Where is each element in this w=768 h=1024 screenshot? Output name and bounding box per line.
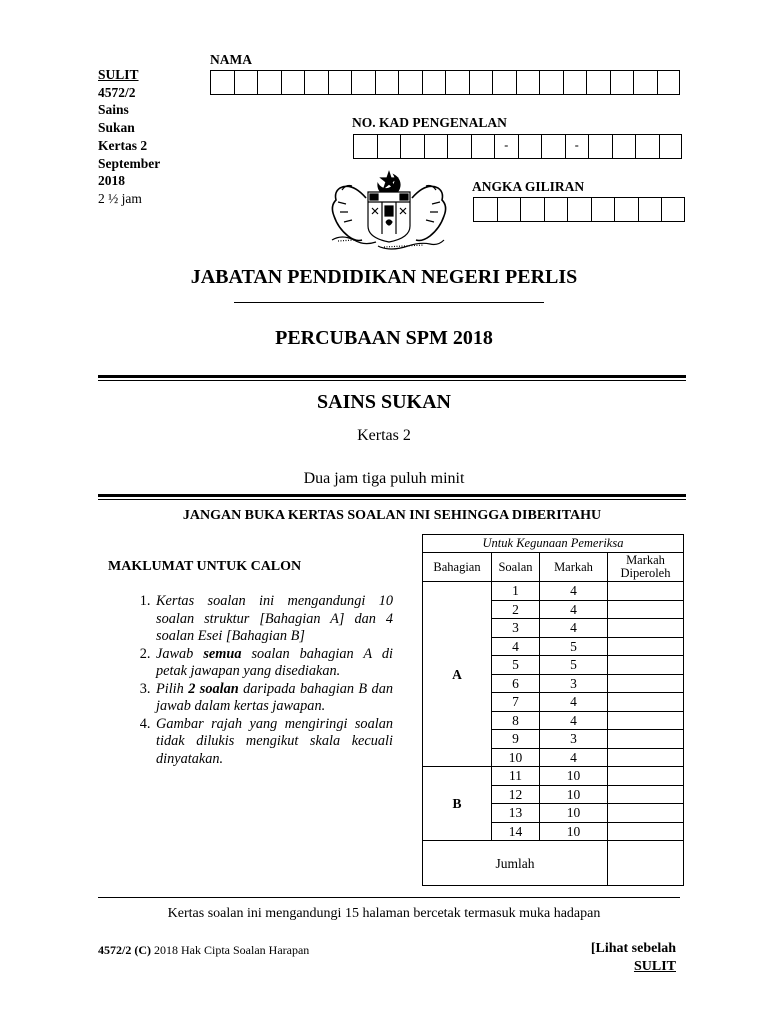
ic-box[interactable]: - [565, 134, 589, 159]
question-number-cell: 5 [492, 656, 540, 675]
table-title-row [423, 535, 684, 553]
obtained-marks-cell[interactable] [608, 822, 684, 841]
coat-of-arms-emblem [328, 168, 450, 259]
ic-box[interactable] [471, 134, 495, 159]
divider-thick-top [98, 375, 686, 378]
total-obtained-cell[interactable] [608, 841, 684, 886]
name-box[interactable] [234, 70, 258, 95]
name-box[interactable] [539, 70, 563, 95]
table-row [423, 767, 684, 786]
table-header-row [423, 553, 684, 582]
paper-metadata [98, 66, 160, 208]
marks-cell: 10 [540, 785, 608, 804]
copyright-text: 2018 Hak Cipta Soalan Harapan [151, 943, 310, 957]
index-box[interactable] [661, 197, 685, 222]
name-box[interactable] [210, 70, 234, 95]
subject-line-2: Sukan [98, 120, 135, 136]
name-box[interactable] [375, 70, 399, 95]
index-box[interactable] [520, 197, 544, 222]
name-boxes[interactable] [210, 70, 680, 95]
divider-thin-top [98, 380, 686, 381]
confidential-label: SULIT [98, 67, 139, 82]
ic-box[interactable] [424, 134, 448, 159]
question-number-cell: 12 [492, 785, 540, 804]
pages-note: Kertas soalan ini mengandungi 15 halaman bercetak termasuk muka hadapan [167, 906, 601, 921]
total-label: Jumlah [423, 841, 608, 886]
exam-month: September [98, 155, 161, 171]
marks-cell: 10 [540, 767, 608, 786]
copyright-line [98, 943, 309, 958]
instruction-item: 2. Jawab semua soalan bahagian A di petak jawapan yang disediakan. [154, 646, 393, 681]
ic-box[interactable] [518, 134, 542, 159]
marks-cell: 4 [540, 582, 608, 601]
question-number-cell: 13 [492, 804, 540, 823]
subject-title: SAINS SUKAN [317, 391, 451, 413]
exam-title: PERCUBAAN SPM 2018 [275, 327, 493, 349]
marks-cell: 4 [540, 693, 608, 712]
question-number-cell: 1 [492, 582, 540, 601]
footer-divider [98, 897, 680, 898]
ic-box[interactable] [447, 134, 471, 159]
marks-cell: 3 [540, 674, 608, 693]
title-underline [234, 302, 544, 303]
name-box[interactable] [563, 70, 587, 95]
question-number-cell: 11 [492, 767, 540, 786]
obtained-marks-cell[interactable] [608, 619, 684, 638]
paper-code: 4572/2 [98, 84, 136, 100]
marks-cell: 10 [540, 822, 608, 841]
divider-thick-bottom [98, 494, 686, 497]
ic-box[interactable] [541, 134, 565, 159]
name-box[interactable] [657, 70, 681, 95]
marks-cell: 3 [540, 730, 608, 749]
index-number-boxes[interactable] [473, 197, 685, 222]
ic-boxes[interactable] [353, 134, 682, 159]
index-box[interactable] [473, 197, 497, 222]
marks-cell: 10 [540, 804, 608, 823]
instruction-item: 4. Gambar rajah yang mengiringi soalan tidak dilukis mengikut skala kecuali dinyatakan. [154, 716, 393, 769]
index-number-label: ANGKA GILIRAN [472, 179, 585, 194]
name-label: NAMA [210, 52, 252, 67]
obtained-marks-cell[interactable] [608, 730, 684, 749]
name-box[interactable] [469, 70, 493, 95]
question-number-cell: 4 [492, 637, 540, 656]
name-box[interactable] [257, 70, 281, 95]
exam-duration: 2 ½ jam [98, 190, 142, 206]
obtained-marks-cell[interactable] [608, 767, 684, 786]
footer-confidential: SULIT [633, 959, 676, 974]
exam-year: 2018 [98, 173, 125, 189]
name-box[interactable] [492, 70, 516, 95]
obtained-marks-cell[interactable] [608, 748, 684, 767]
obtained-marks-cell[interactable] [608, 656, 684, 675]
warning-text: JANGAN BUKA KERTAS SOALAN INI SEHINGGA DIBERITAHU [182, 508, 602, 523]
question-number-cell: 2 [492, 600, 540, 619]
obtained-marks-cell[interactable] [608, 785, 684, 804]
obtained-marks-cell[interactable] [608, 804, 684, 823]
name-box[interactable] [281, 70, 305, 95]
candidate-info-heading: MAKLUMAT UNTUK CALON [108, 559, 302, 574]
question-number-cell: 10 [492, 748, 540, 767]
marks-cell: 4 [540, 748, 608, 767]
index-box[interactable] [544, 197, 568, 222]
name-box[interactable] [633, 70, 657, 95]
ic-box[interactable] [588, 134, 612, 159]
obtained-marks-cell[interactable] [608, 711, 684, 730]
ic-label: NO. KAD PENGENALAN [352, 115, 507, 130]
ic-box[interactable]: - [494, 134, 518, 159]
ic-box[interactable] [612, 134, 636, 159]
obtained-marks-cell[interactable] [608, 582, 684, 601]
marks-cell: 4 [540, 711, 608, 730]
section-cell: B [423, 767, 492, 841]
subject-line-1: Sains [98, 102, 129, 118]
paper-subtitle: Kertas 2 [357, 427, 411, 444]
ic-box[interactable] [659, 134, 683, 159]
candidate-instructions [130, 593, 393, 768]
index-box[interactable] [614, 197, 638, 222]
paper-number: Kertas 2 [98, 137, 148, 153]
ic-box[interactable] [400, 134, 424, 159]
obtained-marks-cell[interactable] [608, 693, 684, 712]
name-box[interactable] [516, 70, 540, 95]
ic-box[interactable] [377, 134, 401, 159]
index-box[interactable] [567, 197, 591, 222]
index-box[interactable] [591, 197, 615, 222]
department-title: JABATAN PENDIDIKAN NEGERI PERLIS [190, 266, 578, 288]
name-box[interactable] [445, 70, 469, 95]
col-header-marks: Markah [540, 553, 608, 582]
ic-box[interactable] [353, 134, 377, 159]
marks-cell: 5 [540, 656, 608, 675]
ic-box[interactable] [635, 134, 659, 159]
marks-cell: 4 [540, 600, 608, 619]
col-header-obtained: Markah Diperoleh [608, 553, 684, 582]
obtained-marks-cell[interactable] [608, 600, 684, 619]
question-number-cell: 7 [492, 693, 540, 712]
name-box[interactable] [610, 70, 634, 95]
col-header-section: Bahagian [423, 553, 492, 582]
question-number-cell: 3 [492, 619, 540, 638]
question-number-cell: 6 [492, 674, 540, 693]
name-box[interactable] [351, 70, 375, 95]
table-row [423, 582, 684, 601]
duration-words: Dua jam tiga puluh minit [303, 470, 465, 487]
table-title: Untuk Kegunaan Pemeriksa [423, 535, 684, 553]
obtained-marks-cell[interactable] [608, 637, 684, 656]
index-box[interactable] [497, 197, 521, 222]
copyright-code: 4572/2 (C) [98, 943, 151, 957]
marks-cell: 4 [540, 619, 608, 638]
table-total-row [423, 841, 684, 886]
question-number-cell: 8 [492, 711, 540, 730]
name-box[interactable] [304, 70, 328, 95]
section-cell: A [423, 582, 492, 767]
marks-cell: 5 [540, 637, 608, 656]
name-box[interactable] [398, 70, 422, 95]
col-header-question: Soalan [492, 553, 540, 582]
see-over-label: [Lihat sebelah [590, 941, 676, 956]
name-box[interactable] [422, 70, 446, 95]
instruction-item: 1. Kertas soalan ini mengandungi 10 soalan struktur [Bahagian A] dan 4 soalan Esei [Bahagian B] [154, 593, 393, 646]
name-box[interactable] [586, 70, 610, 95]
obtained-marks-cell[interactable] [608, 674, 684, 693]
examiner-table [422, 534, 684, 886]
divider-thin-bottom [98, 499, 686, 500]
instruction-item: 3. Pilih 2 soalan daripada bahagian B dan jawab dalam kertas jawapan. [154, 681, 393, 716]
index-box[interactable] [638, 197, 662, 222]
question-number-cell: 14 [492, 822, 540, 841]
question-number-cell: 9 [492, 730, 540, 749]
name-box[interactable] [328, 70, 352, 95]
